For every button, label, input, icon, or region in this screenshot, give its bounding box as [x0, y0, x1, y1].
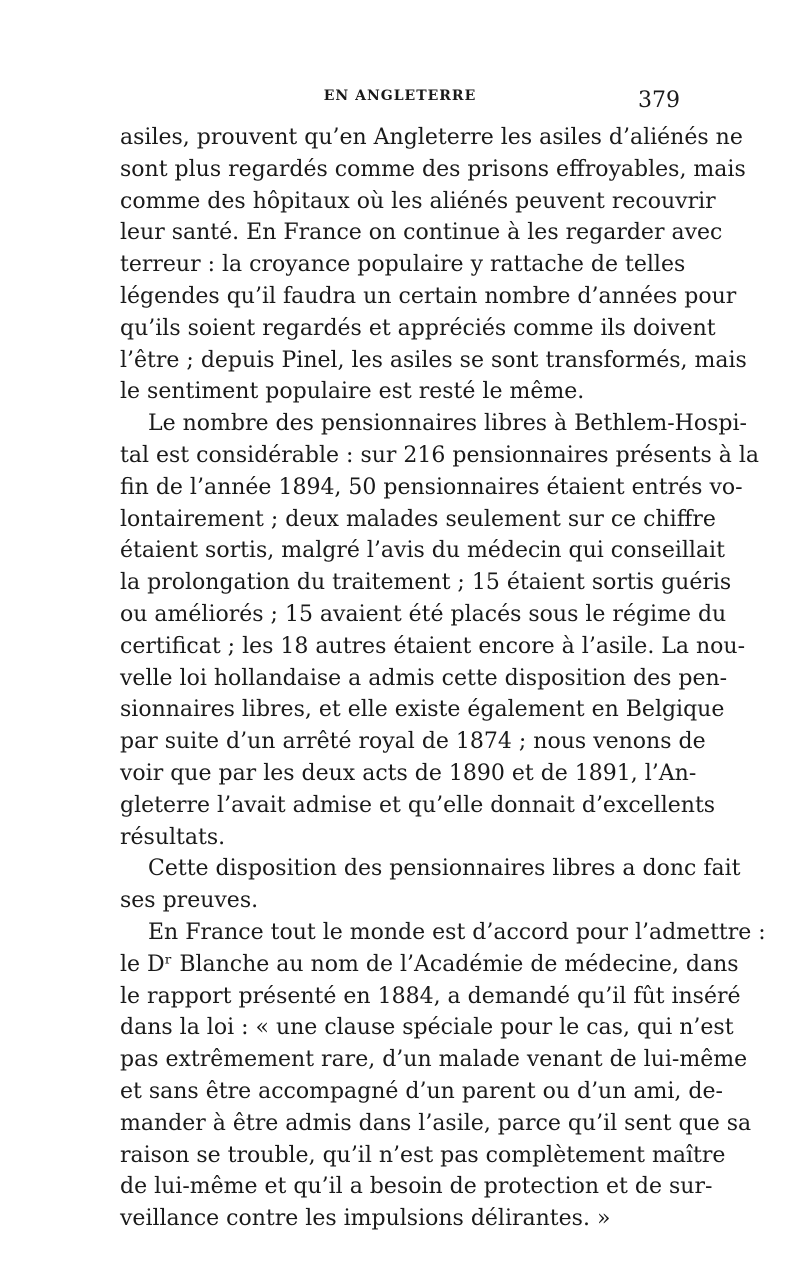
text-line: sionnaires libres, et elle existe également en Belgique	[120, 697, 725, 723]
text-line: la prolongation du traitement ; 15 étaient sortis guéris	[120, 570, 732, 596]
text-line: résultats.	[120, 824, 226, 850]
text-line: et sans être accompagné d’un parent ou d’un ami, de-	[120, 1078, 723, 1104]
text-line: mander à être admis dans l’asile, parce qu’il sent que sa	[120, 1110, 752, 1136]
text-line: l’être ; depuis Pinel, les asiles se sont transformés, mais	[120, 347, 747, 373]
text-line: le Dʳ Blanche au nom de l’Académie de médecine, dans	[120, 951, 739, 977]
text-line: raison se trouble, qu’il n’est pas complètement maître	[120, 1142, 726, 1168]
text-line: tal est considérable : sur 216 pensionnaires présents à la	[120, 442, 760, 468]
text-line: lontairement ; deux malades seulement sur ce chiffre	[120, 506, 716, 532]
running-title: EN ANGLETERRE	[323, 88, 477, 104]
text-line: le sentiment populaire est resté le même.	[120, 379, 585, 405]
text-line: fin de l’année 1894, 50 pensionnaires étaient entrés vo-	[120, 474, 743, 500]
text-line: de lui-même et qu’il a besoin de protection et de sur-	[120, 1174, 713, 1200]
text-line: certificat ; les 18 autres étaient encore à l’asile. La nou-	[120, 633, 746, 659]
text-line: qu’ils soient regardés et appréciés comme ils doivent	[120, 315, 716, 341]
text-line: terreur : la croyance populaire y rattache de telles	[120, 252, 686, 278]
body-text	[120, 122, 766, 1235]
text-line: leur santé. En France on continue à les regarder avec	[120, 220, 723, 246]
text-line: par suite d’un arrêté royal de 1874 ; nous venons de	[120, 729, 706, 755]
text-line: dans la loi : « une clause spéciale pour le cas, qui n’est	[120, 1015, 734, 1041]
text-line: Cette disposition des pensionnaires libres a donc fait	[148, 856, 741, 882]
text-line: légendes qu’il faudra un certain nombre d’années pour	[120, 283, 737, 309]
text-line: asiles, prouvent qu’en Angleterre les asiles d’aliénés ne	[120, 125, 743, 150]
text-line: le rapport présenté en 1884, a demandé qu’il fût inséré	[120, 983, 741, 1009]
running-head	[120, 88, 680, 118]
text-line: ou améliorés ; 15 avaient été placés sous le régime du	[120, 601, 727, 627]
text-line: En France tout le monde est d’accord pour l’admettre :	[148, 919, 766, 945]
text-line: velle loi hollandaise a admis cette disposition des pen-	[120, 665, 728, 691]
text-line: étaient sortis, malgré l’avis du médecin qui conseillait	[120, 538, 725, 564]
page-number: 379	[638, 88, 680, 113]
text-line: gleterre l’avait admise et qu’elle donnait d’excellents	[120, 792, 716, 818]
text-line: sont plus regardés comme des prisons effroyables, mais	[120, 156, 746, 182]
text-line: ses preuves.	[120, 888, 259, 914]
text-line: pas extrêmement rare, d’un malade venant de lui-même	[120, 1047, 748, 1073]
text-line: voir que par les deux acts de 1890 et de 1891, l’An-	[120, 760, 697, 786]
text-line: Le nombre des pensionnaires libres à Bethlem-Hospi-	[148, 411, 747, 437]
text-line: comme des hôpitaux où les aliénés peuvent recouvrir	[120, 188, 716, 214]
text-line: veillance contre les impulsions délirantes. »	[120, 1206, 611, 1232]
